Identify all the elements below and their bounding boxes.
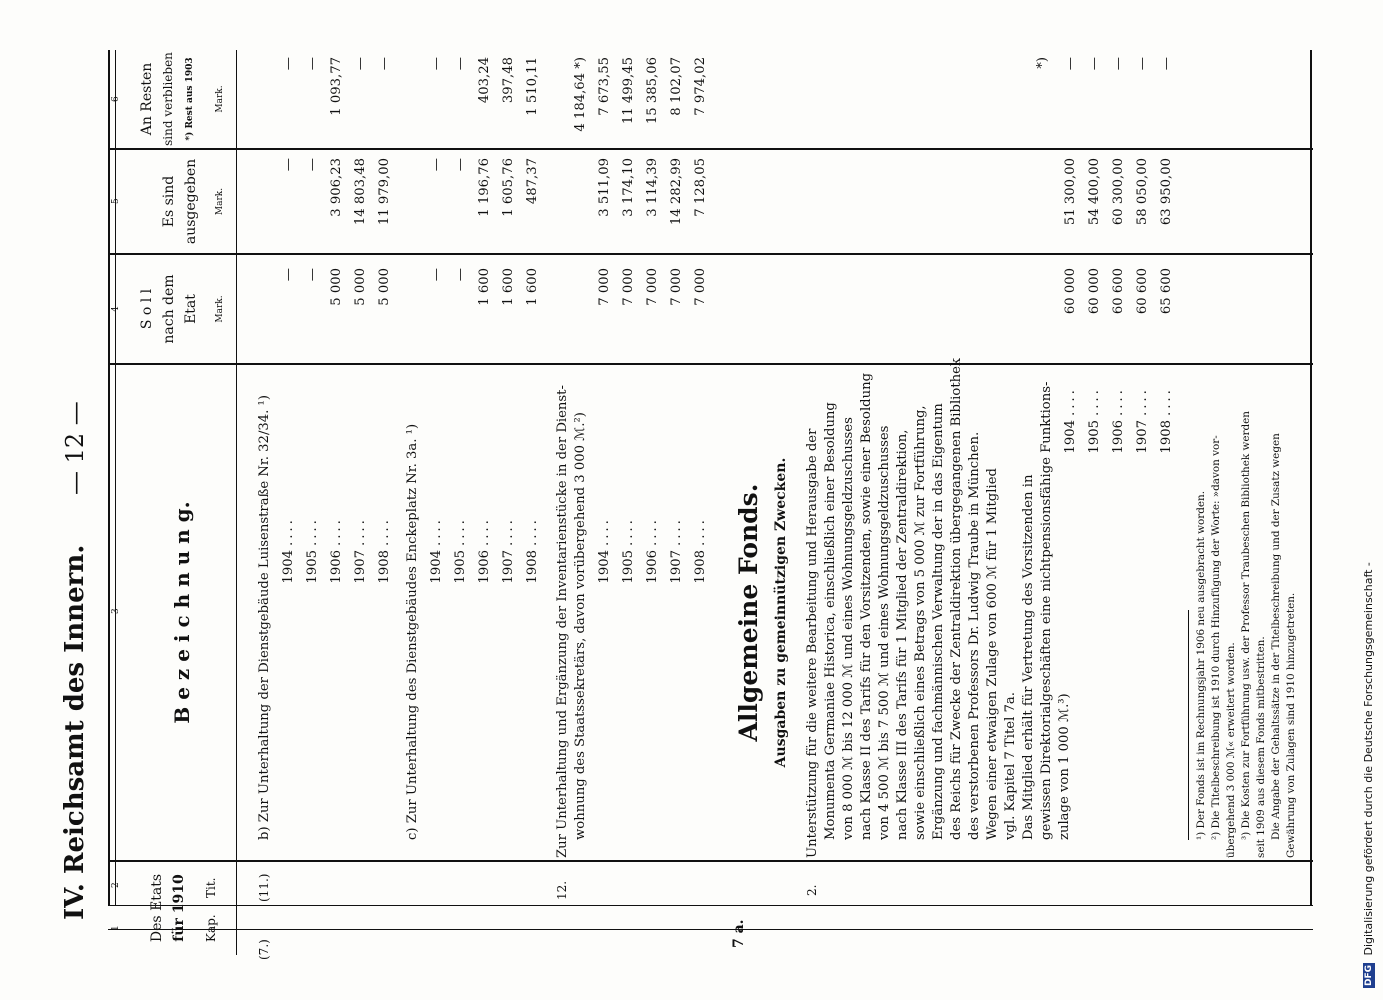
section-c-soll-1908: 1 600 [525,268,540,306]
section-c-soll-1904: — [429,268,444,282]
section-b-rest-1904: — [281,57,296,71]
section-c-rest-1904: — [429,57,444,71]
col-number-5: 5 [111,198,121,204]
section-c-aus-1904: — [429,158,444,172]
section-c-dots-1908: .... [525,517,540,546]
section-12-rest-1905: 11 499,45 [621,57,636,125]
footnote-2-continuation: übergehend 3 000 ℳ« erweitert worden. [1225,642,1237,858]
fonds-rest-1905: — [1087,57,1102,71]
fonds-text-line-2: Monumenta Germaniae Historica, einschließlich einer Besoldung [823,402,838,840]
section-12-year-1905: 1905 [621,550,636,584]
fonds-text-line-11: Wegen einer etwaigen Zulage von 600 ℳ für 1 Mitglied [985,468,1000,840]
fonds-text-line-7: sowie einschließlich eines Betrags von 5 000 ℳ zur Fortführung, [913,405,928,840]
section-12-year-1907: 1907 [669,550,684,584]
fonds-dots-1908: .... [1159,387,1174,416]
fonds-dots-1904: .... [1063,387,1078,416]
section-b-dots-1904: .... [281,517,296,546]
section-b-rest-1906: 1 093,77 [329,57,344,116]
section-b-title: b) Zur Unterhaltung der Dienstgebäude Luisenstraße Nr. 32/34. ¹) [257,395,272,840]
tit-2: 2. [805,884,819,896]
section-12-soll-1908: 7 000 [693,268,708,306]
fonds-year-1907: 1907 [1135,420,1150,454]
fonds-text-line-12: vgl. Kapitel 7 Titel 7a. [1003,692,1018,840]
section-12-aus-1908: 7 128,05 [693,158,708,217]
section-c-dots-1907: .... [501,517,516,546]
fonds-soll-1904: 60 000 [1063,268,1078,315]
footnote-3: ³) Die Kosten zur Fortführung usw. der Professor Traubeschen Bibliothek werden [1240,411,1252,840]
section-b-aus-1908: 11 979,00 [377,158,392,226]
fonds-year-1904: 1904 [1063,420,1078,454]
section-c-rest-1908: 1 510,11 [525,57,540,116]
section-12-title-line-2: wohnung des Staatssekretärs, davon vorübergehend 3 000 ℳ.²) [573,412,588,840]
section-b-year-1905: 1905 [305,550,320,584]
fonds-rest-1907: — [1135,57,1150,71]
section-b-soll-1905: — [305,268,320,282]
fonds-aus-1908: 63 950,00 [1159,158,1174,226]
kap-marker-7: (7.) [257,939,271,960]
header-des-etats: Des Etats [149,873,165,943]
section-12-dots-1905: .... [621,517,636,546]
section-12-rest-1903: 4 184,64 *) [573,57,588,132]
section-c-year-1907: 1907 [501,550,516,584]
section-12-dots-1907: .... [669,517,684,546]
fonds-rest-1903: *) [1035,57,1050,69]
header-nach-dem: nach dem [161,274,177,344]
header-rest-aus-1903: *) Rest aus 1903 [185,57,195,141]
header-tit: Tit. [204,877,218,898]
fonds-rest-1904: — [1063,57,1078,71]
col-soll-divider [108,363,1313,365]
section-c-year-1908: 1908 [525,550,540,584]
table-bottom-rule [1310,50,1312,905]
fonds-aus-1906: 60 300,00 [1111,158,1126,226]
section-12-year-1906: 1906 [645,550,660,584]
fonds-subheading: Ausgaben zu gemeinnützigen Zwecken. [773,457,789,768]
header-etat: Etat [183,294,199,324]
section-b-year-1908: 1908 [377,550,392,584]
header-soll: S o l l [139,288,155,330]
tit-11: (11.) [257,873,271,902]
col-resten-divider [108,148,1313,150]
section-b-aus-1907: 14 803,48 [353,158,368,226]
section-heading: IV. Reichsamt des Innern. [60,544,90,920]
page-number: — 12 — [61,401,89,495]
section-c-dots-1906: .... [477,517,492,546]
section-c-rest-1905: — [453,57,468,71]
section-b-aus-1906: 3 906,23 [329,158,344,217]
fonds-text-line-13: Das Mitglied erhält für Vertretung des Vorsitzenden in [1021,474,1036,840]
section-12-rest-1904: 7 673,55 [597,57,612,116]
section-c-aus-1908: 487,37 [525,158,540,205]
footnote-2: ²) Die Titelbeschreibung ist 1910 durch Hinzufügung der Worte: »davon vor- [1210,435,1222,840]
fonds-aus-1905: 54 400,00 [1087,158,1102,226]
section-12-rest-1908: 7 974,02 [693,57,708,116]
footnote-3-note: Die Angabe der Gehaltssätze in der Titelbeschreibung und der Zusatz wegen [1270,433,1282,840]
table-top-rule [108,50,110,905]
footnote-3-note-continuation: Gewährung von Zulagen sind 1910 hinzugetreten. [1285,592,1297,858]
fonds-text-line-6: nach Klasse III des Tarifs für 1 Mitglied der Zentraldirektion, [895,429,910,840]
section-b-rest-1905: — [305,57,320,71]
section-c-rest-1907: 397,48 [501,57,516,104]
section-b-year-1907: 1907 [353,550,368,584]
section-12-dots-1908: .... [693,517,708,546]
col-number-1: 1 [111,925,121,931]
section-12-rest-1906: 15 385,06 [645,57,660,125]
section-12-dots-1904: .... [597,517,612,546]
fonds-dots-1906: .... [1111,387,1126,416]
section-c-year-1904: 1904 [429,550,444,584]
section-12-aus-1904: 3 511,09 [597,158,612,217]
fonds-soll-1905: 60 000 [1087,268,1102,315]
header-an-resten: An Resten [139,62,155,136]
fonds-soll-1906: 60 600 [1111,268,1126,315]
section-12-soll-1904: 7 000 [597,268,612,306]
fonds-rest-1908: — [1159,57,1174,71]
fonds-soll-1907: 60 600 [1135,268,1150,315]
fonds-text-line-3: von 8 000 ℳ bis 12 000 ℳ und eines Wohnungsgeldzuschusses [841,417,856,840]
section-c-soll-1905: — [453,268,468,282]
section-c-dots-1905: .... [453,517,468,546]
fonds-aus-1907: 58 050,00 [1135,158,1150,226]
table-number-rule [115,50,116,905]
section-b-soll-1904: — [281,268,296,282]
col-number-2: 2 [111,882,121,888]
fonds-text-line-4: nach Klasse II des Tarifs für den Vorsitzenden, sowie einer Besoldung [859,372,874,840]
col-number-3: 3 [111,608,121,614]
fonds-text-line-8: Ergänzung und fachmännischen Verwaltung der in das Eigentum [931,403,946,840]
section-b-year-1904: 1904 [281,550,296,584]
digitization-note [1362,8,1380,988]
header-sind-verblieben: sind verblieben [161,52,175,146]
fonds-year-1905: 1905 [1087,420,1102,454]
section-b-dots-1907: .... [353,517,368,546]
fonds-dots-1907: .... [1135,387,1150,416]
footnote-1: ¹) Der Fonds ist im Rechnungsjahr 1906 neu ausgebracht worden. [1195,491,1207,840]
header-resten-unit: Mark. [215,85,225,113]
section-c-soll-1906: 1 600 [477,268,492,306]
section-c-rest-1906: 403,24 [477,57,492,104]
header-soll-unit: Mark. [215,295,225,323]
fonds-text-line-14: gewissen Direktorialgeschäften eine nichtpensionsfähige Funktions- [1039,381,1054,840]
fonds-aus-1904: 51 300,00 [1063,158,1078,226]
table-header-rule [236,50,237,955]
section-b-soll-1907: 5 000 [353,268,368,306]
fonds-soll-1908: 65 600 [1159,268,1174,315]
fonds-year-1908: 1908 [1159,420,1174,454]
section-c-year-1906: 1906 [477,550,492,584]
digitization-note-text: Digitalisierung gefördert durch die Deutsche Forschungsgemeinschaft - [1362,562,1375,956]
header-ausgegeben-unit: Mark. [215,187,225,216]
section-12-year-1908: 1908 [693,550,708,584]
col-bezeichnung-divider [108,860,1313,862]
fonds-text-line-9: des Reichs für Zwecke der Zentraldirektion übergegangenen Bibliothek [949,358,964,840]
section-b-soll-1906: 5 000 [329,268,344,306]
section-12-aus-1907: 14 282,99 [669,158,684,226]
section-b-rest-1907: — [353,57,368,71]
kap-marker-7a: 7 a. [731,919,747,948]
fonds-text-line-5: von 4 500 ℳ bis 7 500 ℳ und eines Wohnungsgeldzuschusses [877,425,892,840]
section-b-dots-1906: .... [329,517,344,546]
section-b-dots-1905: .... [305,517,320,546]
col-kap-tit-divider [108,929,1313,930]
header-bezeichnung: B e z e i c h n u n g. [170,501,194,724]
section-c-title: c) Zur Unterhaltung des Dienstgebäudes Enckeplatz Nr. 3a. ¹) [405,423,420,840]
section-12-dots-1906: .... [645,517,660,546]
fonds-dots-1905: .... [1087,387,1102,416]
section-c-aus-1905: — [453,158,468,172]
section-b-soll-1908: 5 000 [377,268,392,306]
section-12-title-line-1: Zur Unterhaltung und Ergänzung der Inventarienstücke in der Dienst- [555,385,570,858]
section-12-aus-1905: 3 174,10 [621,158,636,217]
table-left-rule [108,905,1313,906]
fonds-text-line-1: Unterstützung für die weitere Bearbeitung und Herausgabe der [805,428,820,858]
section-b-rest-1908: — [377,57,392,71]
fonds-year-1906: 1906 [1111,420,1126,454]
tit-12: 12. [555,880,569,900]
fonds-heading: Allgemeine Fonds. [734,483,763,742]
section-c-dots-1904: .... [429,517,444,546]
header-es-sind: Es sind [161,175,177,228]
header-ausgegeben: ausgegeben [183,158,199,245]
col-ausgegeben-divider [108,253,1313,255]
fonds-rest-1906: — [1111,57,1126,71]
footnote-rule [1188,610,1189,840]
section-12-rest-1907: 8 102,07 [669,57,684,116]
section-12-soll-1905: 7 000 [621,268,636,306]
section-c-aus-1907: 1 605,76 [501,158,516,217]
section-c-aus-1906: 1 196,76 [477,158,492,217]
section-b-aus-1904: — [281,158,296,172]
section-c-year-1905: 1905 [453,550,468,584]
section-12-aus-1906: 3 114,39 [645,158,660,217]
section-12-soll-1907: 7 000 [669,268,684,306]
section-12-soll-1906: 7 000 [645,268,660,306]
col-number-6: 6 [111,96,121,102]
col-number-4: 4 [111,306,121,312]
section-b-dots-1908: .... [377,517,392,546]
section-b-aus-1905: — [305,158,320,172]
digitization-note-text-wrap [1362,8,1375,988]
fonds-text-line-10: des verstorbenen Professors Dr. Ludwig Traube in München. [967,431,982,840]
dfg-logo: DFG [1364,964,1374,986]
fonds-text-line-15: zulage von 1 000 ℳ.³) [1057,693,1072,840]
footnote-3-continuation: seit 1909 aus diesem Fonds mitbestritten. [1255,636,1267,858]
header-fuer-1910: für 1910 [171,874,187,942]
section-b-year-1906: 1906 [329,550,344,584]
header-kap: Kap. [204,914,218,942]
section-c-soll-1907: 1 600 [501,268,516,306]
section-12-year-1904: 1904 [597,550,612,584]
